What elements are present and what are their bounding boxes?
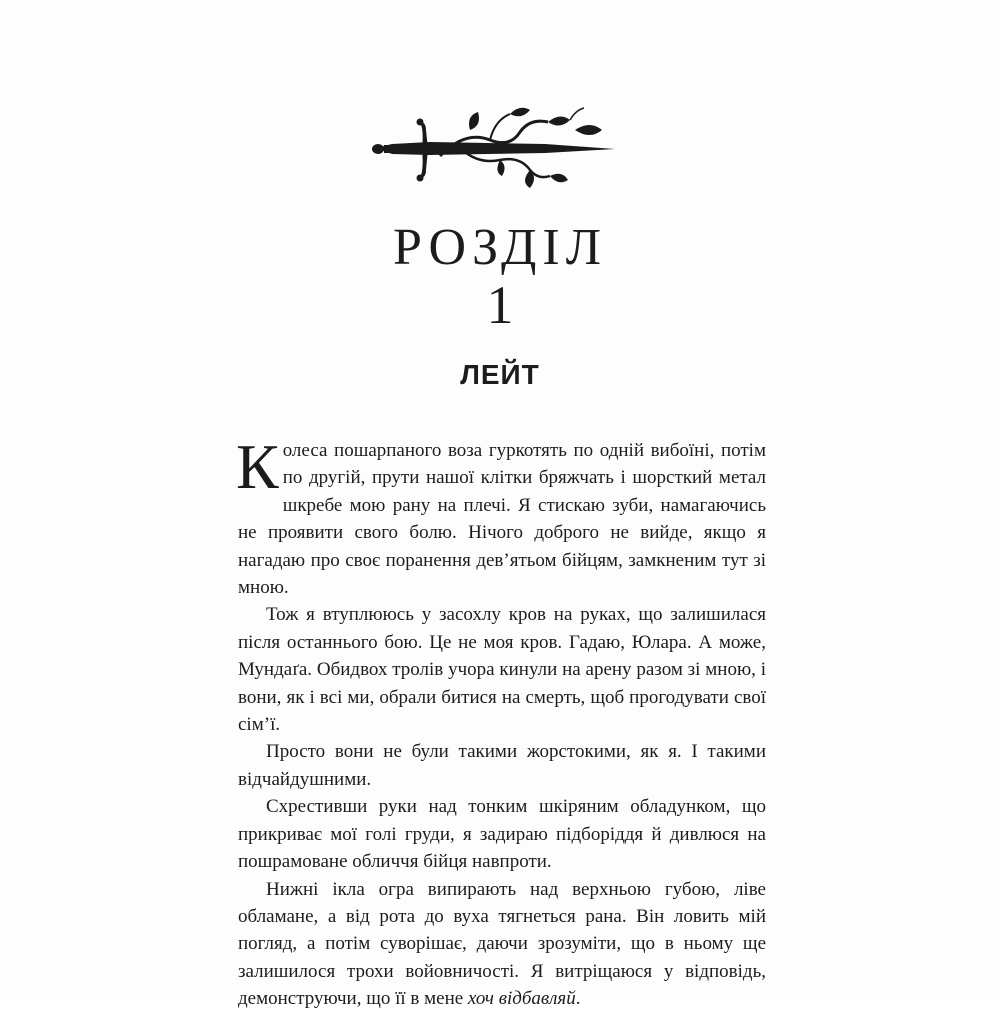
emphasis-text: хоч відбавляй [467, 988, 576, 1010]
chapter-label: РОЗДІЛ [392, 219, 608, 276]
drop-cap-letter: К [236, 431, 279, 502]
paragraph [238, 876, 766, 1013]
paragraph-text: Нижні ікла огра випирають над верхньою губою, ліве обламане, а від рота до вуха тягнеться рана. Він ловить мій погляд, а потім суворішає, даючи зрозуміти, що в ньому ще залишилося трохи войовничості. Я витріщаюся у відповідь, демонструючи, що її в мене [238, 878, 766, 1010]
paragraph-text: олеса пошарпаного воза гуркотять по одній вибоїні, потім по другій, прути нашої клітки бряжчать і шорсткий метал шкребе мою рану на плечі. Я стискаю зуби, намагаючись не проявити свого болю. Нічого доброго не вийде, якщо я нагадаю про своє поранення дев’ятьом бійцям, замкненим тут зі мною. [238, 440, 766, 599]
chapter-subtitle: ЛЕЙТ [460, 359, 540, 390]
sword-with-vine-ornament-icon [370, 100, 630, 190]
paragraph: Просто вони не були такими жорстокими, як я. І такими відчайдушними. [238, 741, 766, 790]
chapter-number: 1 [486, 275, 514, 335]
paragraph: Тож я втуплююсь у засохлу кров на руках, що залишилася після останнього бою. Це не моя кров. Гадаю, Юлара. А може, Мундаґа. Обидвох тролів учора кинули на арену разом зі мною, і вони, як і всі ми, обрали битися на смерть, щоб прогодувати свої сім’ї. [238, 604, 766, 736]
paragraph: Схрестивши руки над тонким шкіряним обладунком, що прикриває мої голі груди, я задираю підборіддя й дивлюся на пошрамоване обличчя бійця навпроти. [238, 796, 766, 873]
paragraph [236, 431, 766, 601]
chapter-body-text [236, 431, 766, 1013]
paragraph-end-punctuation: . [575, 988, 581, 1010]
